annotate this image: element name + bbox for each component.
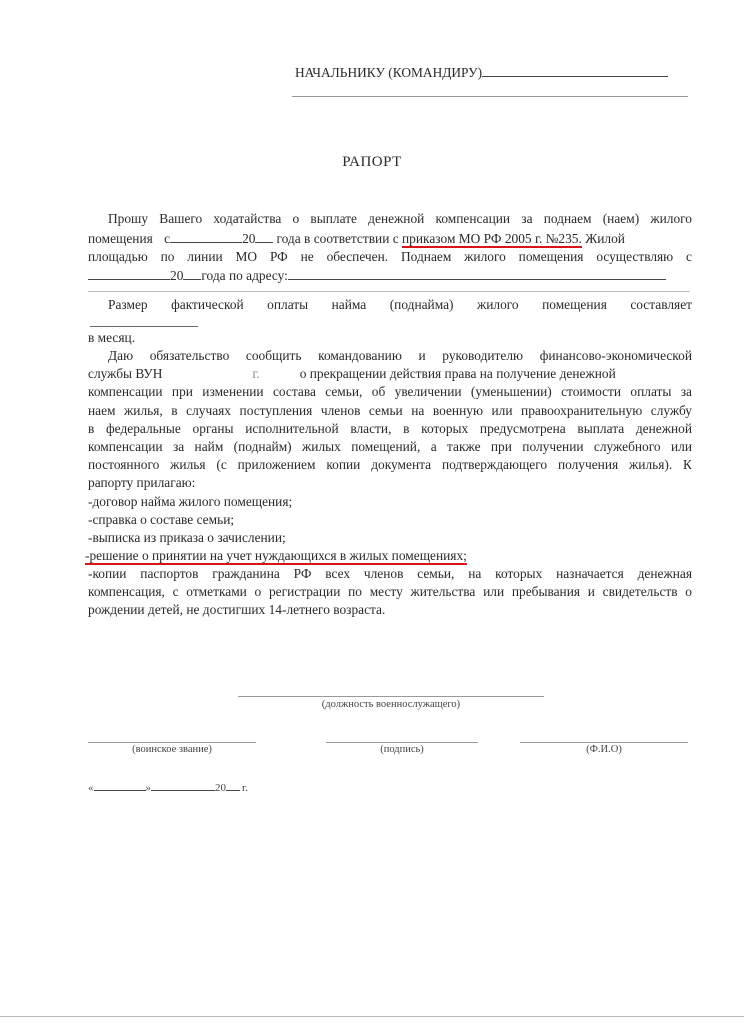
housing-decision-highlight: -решение о принятии на учет нуждающихся в жилых помещениях; [85,548,467,563]
commander-blank[interactable] [482,63,668,77]
rank-blank[interactable] [88,742,256,743]
addressee-second-line[interactable] [292,96,688,97]
attachment-item: -выписка из приказа о зачислении; [88,530,286,545]
attachment-item-highlighted [88,529,692,547]
signature-blank[interactable] [326,742,478,743]
order-reference-highlight: приказом МО РФ 2005 г. №235. [402,231,582,246]
para3-line: компенсации при изменении состава семьи, об увеличении (уменьшении) стоимости оплаты за [88,384,692,399]
address-blank[interactable] [288,266,666,280]
para3-line: Даю обязательство сообщить командованию и руководителю финансово-экономической [108,348,692,363]
residence-year-blank[interactable] [183,266,201,280]
date-day-blank[interactable] [94,780,146,791]
start-date-blank[interactable] [170,229,242,243]
para1-line3: площадью по линии МО РФ не обеспечен. Поднаем жилого помещения осуществляю с [88,249,692,264]
para3-line: рапорту прилагаю: [88,475,196,490]
residence-date-blank[interactable] [88,266,170,280]
para1-line2: помещения с 20 года в соответствии с приказом МО РФ 2005 г. №235. Жилой [88,231,625,246]
para3-line: в федеральные органы исполнительной власти, в которых предусмотрена выплата денежной [88,421,692,436]
para1-line1: Прошу Вашего ходатайства о выплате денежной компенсации за поднаем (наем) жилого [108,211,692,226]
attachment-item: компенсация, с отметками о регистрации по месту жительства или пребывания и свидетельств о [88,584,692,599]
scan-edge [0,1016,744,1017]
rent-amount-blank[interactable] [90,326,198,327]
position-caption: (должность военнослужащего) [321,699,461,710]
address-second-line[interactable] [88,291,690,292]
date-year-blank[interactable] [226,780,240,791]
signature-caption: (подпись) [380,744,424,755]
addressee-label: НАЧАЛЬНИКУ (КОМАНДИРУ) [295,65,483,80]
position-blank[interactable] [238,696,544,697]
para3-line: службы ВУН г. о прекращении действия права на получение денежной [88,366,616,381]
start-year-blank[interactable] [255,229,273,243]
addressee-line [295,63,668,81]
rank-caption: (воинское звание) [132,744,212,755]
attachment-item [85,547,689,565]
attachment-item: -договор найма жилого помещения; [88,494,293,509]
name-blank[interactable] [520,742,688,743]
name-caption: (Ф.И.О) [586,744,622,755]
attachment-item: -справка о составе семьи; [88,512,235,527]
document-title: РАПОРТ [342,154,402,170]
para3-line: компенсации за найм (поднайм) жилых помещений, а также при получении служебного или [88,439,692,454]
para3-line: наем жилья, в случаях поступления членов семьи на военную или правоохранительную службу [88,403,692,418]
para2-line2: в месяц. [88,330,136,345]
date-month-blank[interactable] [151,780,215,791]
para2-line1: Размер фактической оплаты найма (поднайма) жилого помещения составляет [108,297,692,312]
attachment-item: рождении детей, не достигших 14-летнего возраста. [88,602,386,617]
para1-line4: 20 года по адресу: [88,266,692,284]
para3-line: постоянного жилья (с приложением копии документа подтверждающего получения жилья). К [88,457,692,472]
attachment-item: -копии паспортов гражданина РФ всех членов семьи, на которых назначается денежная [88,566,692,581]
date-line: « » 20 г. [88,782,249,794]
